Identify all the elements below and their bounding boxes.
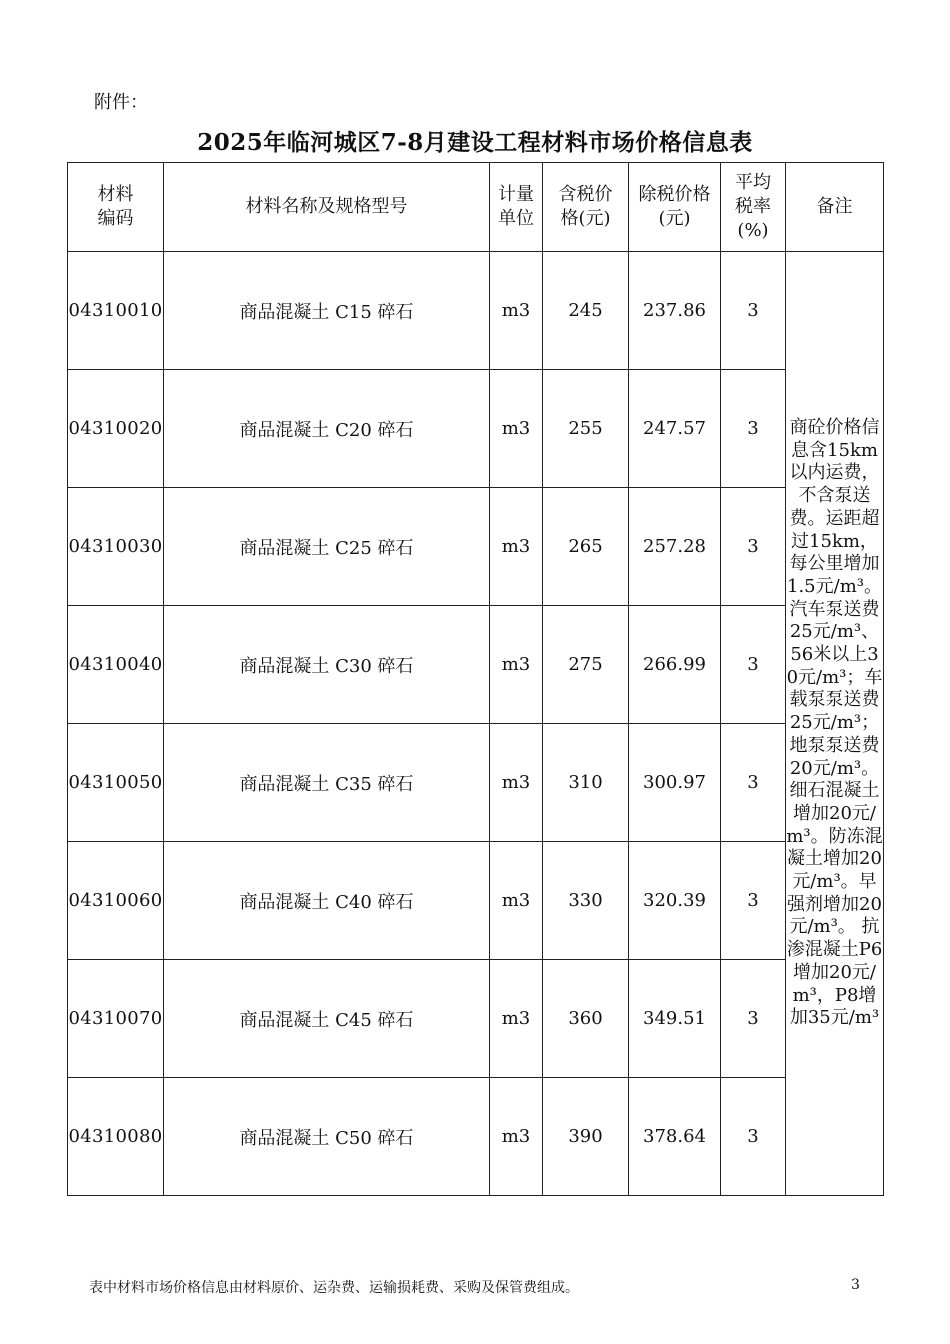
cell-price-tax: 360 (543, 960, 629, 1078)
cell-price-tax: 390 (543, 1078, 629, 1196)
header-unit: 计量 单位 (490, 163, 543, 252)
table-row (68, 370, 884, 488)
cell-unit: m3 (490, 960, 543, 1078)
table-row (68, 252, 884, 370)
page-title: 2025年临河城区7-8月建设工程材料市场价格信息表 (197, 129, 753, 156)
cell-name: 商品混凝土 C20 碎石 (164, 370, 490, 488)
page-number: 3 (851, 1277, 860, 1293)
cell-code: 04310030 (68, 488, 164, 606)
header-tax-rate: 平均 税率 (%) (721, 163, 786, 252)
cell-price-tax: 255 (543, 370, 629, 488)
cell-code: 04310080 (68, 1078, 164, 1196)
cell-tax-rate: 3 (721, 724, 786, 842)
cell-code: 04310040 (68, 606, 164, 724)
cell-unit: m3 (490, 724, 543, 842)
cell-price-tax: 265 (543, 488, 629, 606)
cell-name: 商品混凝土 C50 碎石 (164, 1078, 490, 1196)
table-header-row (68, 163, 884, 252)
cell-unit: m3 (490, 606, 543, 724)
header-price-notax: 除税价格 (元) (629, 163, 721, 252)
cell-unit: m3 (490, 1078, 543, 1196)
table-row (68, 960, 884, 1078)
table-row (68, 842, 884, 960)
cell-tax-rate: 3 (721, 842, 786, 960)
cell-code: 04310010 (68, 252, 164, 370)
cell-price-tax: 330 (543, 842, 629, 960)
footnote: 表中材料市场价格信息由材料原价、运杂费、运输损耗费、采购及保管费组成。 (89, 1280, 579, 1296)
table-row (68, 488, 884, 606)
cell-name: 商品混凝土 C35 碎石 (164, 724, 490, 842)
cell-tax-rate: 3 (721, 606, 786, 724)
cell-price-notax: 266.99 (629, 606, 721, 724)
cell-unit: m3 (490, 488, 543, 606)
table-row (68, 606, 884, 724)
cell-code: 04310020 (68, 370, 164, 488)
cell-tax-rate: 3 (721, 252, 786, 370)
cell-price-notax: 257.28 (629, 488, 721, 606)
cell-price-tax: 245 (543, 252, 629, 370)
cell-tax-rate: 3 (721, 488, 786, 606)
cell-name: 商品混凝土 C15 碎石 (164, 252, 490, 370)
header-note: 备注 (786, 163, 884, 252)
cell-price-notax: 349.51 (629, 960, 721, 1078)
cell-price-notax: 300.97 (629, 724, 721, 842)
cell-price-notax: 247.57 (629, 370, 721, 488)
table-row (68, 724, 884, 842)
cell-price-tax: 310 (543, 724, 629, 842)
cell-price-notax: 320.39 (629, 842, 721, 960)
cell-name: 商品混凝土 C30 碎石 (164, 606, 490, 724)
cell-name: 商品混凝土 C25 碎石 (164, 488, 490, 606)
header-price-tax: 含税价 格(元) (543, 163, 629, 252)
cell-unit: m3 (490, 370, 543, 488)
cell-note: 商砼价格信息含15km以内运费，不含泵送费。运距超过15km，每公里增加1.5元/m³。汽车泵送费25元/m³、56米以上30元/m³；车载泵泵送费25元/m³；地泵泵送费20元/m³。细石混凝土增加20元/m³。防冻混凝土增加20元/m³。早强剂增加20元/m³。 抗渗混凝土P6增加20元/m³，P8增加35元/m³ (786, 252, 884, 1196)
cell-price-notax: 237.86 (629, 252, 721, 370)
cell-unit: m3 (490, 252, 543, 370)
cell-code: 04310050 (68, 724, 164, 842)
header-name: 材料名称及规格型号 (164, 163, 490, 252)
cell-price-tax: 275 (543, 606, 629, 724)
price-table (67, 162, 884, 1196)
cell-code: 04310070 (68, 960, 164, 1078)
header-code: 材料 编码 (68, 163, 164, 252)
cell-name: 商品混凝土 C45 碎石 (164, 960, 490, 1078)
table-row (68, 1078, 884, 1196)
cell-tax-rate: 3 (721, 1078, 786, 1196)
cell-tax-rate: 3 (721, 370, 786, 488)
cell-name: 商品混凝土 C40 碎石 (164, 842, 490, 960)
cell-code: 04310060 (68, 842, 164, 960)
attachment-label: 附件： (94, 92, 148, 113)
cell-tax-rate: 3 (721, 960, 786, 1078)
cell-price-notax: 378.64 (629, 1078, 721, 1196)
cell-unit: m3 (490, 842, 543, 960)
